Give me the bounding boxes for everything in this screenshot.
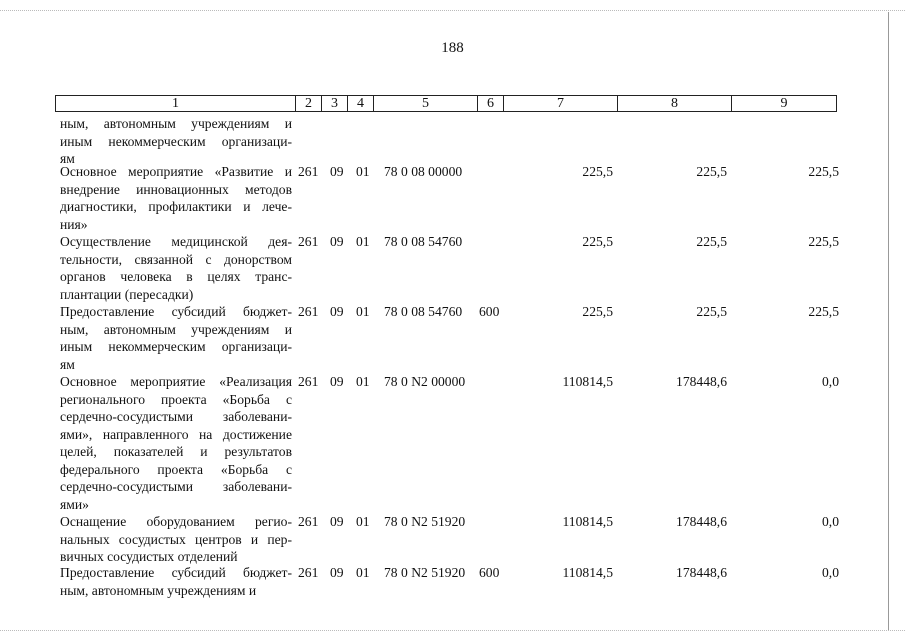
header-col-6: 6 xyxy=(478,96,504,111)
header-col-4: 4 xyxy=(348,96,374,111)
row-description-line: ния» xyxy=(60,216,88,232)
admin-code-cell: 261 xyxy=(298,374,319,389)
value-col7-cell: 225,5 xyxy=(582,234,613,249)
row-description-line: федерального проекта «Борьба с xyxy=(60,461,292,477)
subsection-cell: 01 xyxy=(356,164,370,179)
target-article-cell: 78 0 08 54760 xyxy=(384,304,463,319)
row-description-line: целей, показателей и результатов xyxy=(60,444,292,459)
value-col9-cell: 225,5 xyxy=(808,304,839,319)
row-description-line: сердечно-сосудистыми заболевани- xyxy=(60,409,292,424)
row-description-line: сердечно-сосудистыми заболевани- xyxy=(60,479,292,494)
row-description-line: нальных сосудистых центров и пер- xyxy=(60,531,292,547)
row-description-line: внедрение инновационных методов xyxy=(60,181,292,197)
header-col-8: 8 xyxy=(618,96,732,111)
header-col-3: 3 xyxy=(322,96,348,111)
row-description-line: Осуществление медицинской дея- xyxy=(60,234,292,249)
admin-code-cell: 261 xyxy=(298,565,319,580)
subsection-cell: 01 xyxy=(356,514,370,529)
value-col8-cell: 178448,6 xyxy=(676,565,727,580)
value-col9-cell: 0,0 xyxy=(822,565,839,580)
row-description-line: ным, автономным учреждениям и xyxy=(60,321,292,337)
value-col7-cell: 110814,5 xyxy=(562,565,613,580)
row-description-line: ям xyxy=(60,151,75,166)
value-col8-cell: 225,5 xyxy=(696,304,727,319)
scan-edge-right xyxy=(888,12,889,630)
value-col8-cell: 225,5 xyxy=(696,234,727,249)
row-description-line: Основное мероприятие «Развитие и xyxy=(60,164,292,179)
row-description-line: ным, автономным учреждениям и xyxy=(60,116,292,131)
row-description-line: ями» xyxy=(60,496,89,512)
subsection-cell: 01 xyxy=(356,304,370,319)
row-description-line: Предоставление субсидий бюджет- xyxy=(60,565,292,580)
value-col8-cell: 225,5 xyxy=(696,164,727,179)
section-cell: 09 xyxy=(330,374,344,389)
subsection-cell: 01 xyxy=(356,234,370,249)
target-article-cell: 78 0 N2 51920 xyxy=(384,514,466,529)
value-col9-cell: 0,0 xyxy=(822,374,839,389)
value-col7-cell: 110814,5 xyxy=(562,514,613,529)
row-description-line: ями», направленного на достижение xyxy=(60,426,292,442)
value-col8-cell: 178448,6 xyxy=(676,514,727,529)
row-description-line: органов человека в целях транс- xyxy=(60,269,292,284)
row-description-line: иным некоммерческим организаци- xyxy=(60,133,292,149)
target-article-cell: 78 0 N2 00000 xyxy=(384,374,466,389)
value-col7-cell: 110814,5 xyxy=(562,374,613,389)
target-article-cell: 78 0 N2 51920 xyxy=(384,565,466,580)
row-description-line: диагностики, профилактики и лече- xyxy=(60,199,292,214)
row-description-line: иным некоммерческим организаци- xyxy=(60,339,292,354)
table-header xyxy=(55,95,837,112)
value-col7-cell: 225,5 xyxy=(582,304,613,319)
row-description-line: ным, автономным учреждениям и xyxy=(60,582,257,598)
subsection-cell: 01 xyxy=(356,565,370,580)
section-cell: 09 xyxy=(330,304,344,319)
value-col9-cell: 225,5 xyxy=(808,234,839,249)
section-cell: 09 xyxy=(330,514,344,529)
expense-type-cell: 600 xyxy=(479,565,500,580)
value-col9-cell: 225,5 xyxy=(808,164,839,179)
value-col7-cell: 225,5 xyxy=(582,164,613,179)
header-col-7: 7 xyxy=(504,96,618,111)
header-col-9: 9 xyxy=(780,96,788,111)
scan-edge-top xyxy=(0,10,905,11)
section-cell: 09 xyxy=(330,234,344,249)
admin-code-cell: 261 xyxy=(298,514,319,529)
expense-type-cell: 600 xyxy=(479,304,500,319)
value-col8-cell: 178448,6 xyxy=(676,374,727,389)
value-col9-cell: 0,0 xyxy=(822,514,839,529)
header-col-5: 5 xyxy=(374,96,478,111)
admin-code-cell: 261 xyxy=(298,164,319,179)
section-cell: 09 xyxy=(330,565,344,580)
header-col-1: 1 xyxy=(56,96,296,111)
row-description-line: плантации (пересадки) xyxy=(60,286,194,302)
row-description-line: вичных сосудистых отделений xyxy=(60,549,238,564)
row-description-line: тельности, связанной с донорством xyxy=(60,251,292,267)
header-col-2: 2 xyxy=(296,96,322,111)
admin-code-cell: 261 xyxy=(298,304,319,319)
row-description-line: Предоставление субсидий бюджет- xyxy=(60,304,292,319)
page-number: 188 xyxy=(441,40,464,56)
subsection-cell: 01 xyxy=(356,374,370,389)
section-cell: 09 xyxy=(330,164,344,179)
admin-code-cell: 261 xyxy=(298,234,319,249)
target-article-cell: 78 0 08 00000 xyxy=(384,164,463,179)
row-description-line: Оснащение оборудованием регио- xyxy=(60,514,292,529)
row-description-line: Основное мероприятие «Реализация xyxy=(60,374,292,389)
row-description-line: ям xyxy=(60,356,75,372)
row-description-line: регионального проекта «Борьба с xyxy=(60,391,292,407)
scan-edge-bottom xyxy=(0,630,905,631)
target-article-cell: 78 0 08 54760 xyxy=(384,234,463,249)
